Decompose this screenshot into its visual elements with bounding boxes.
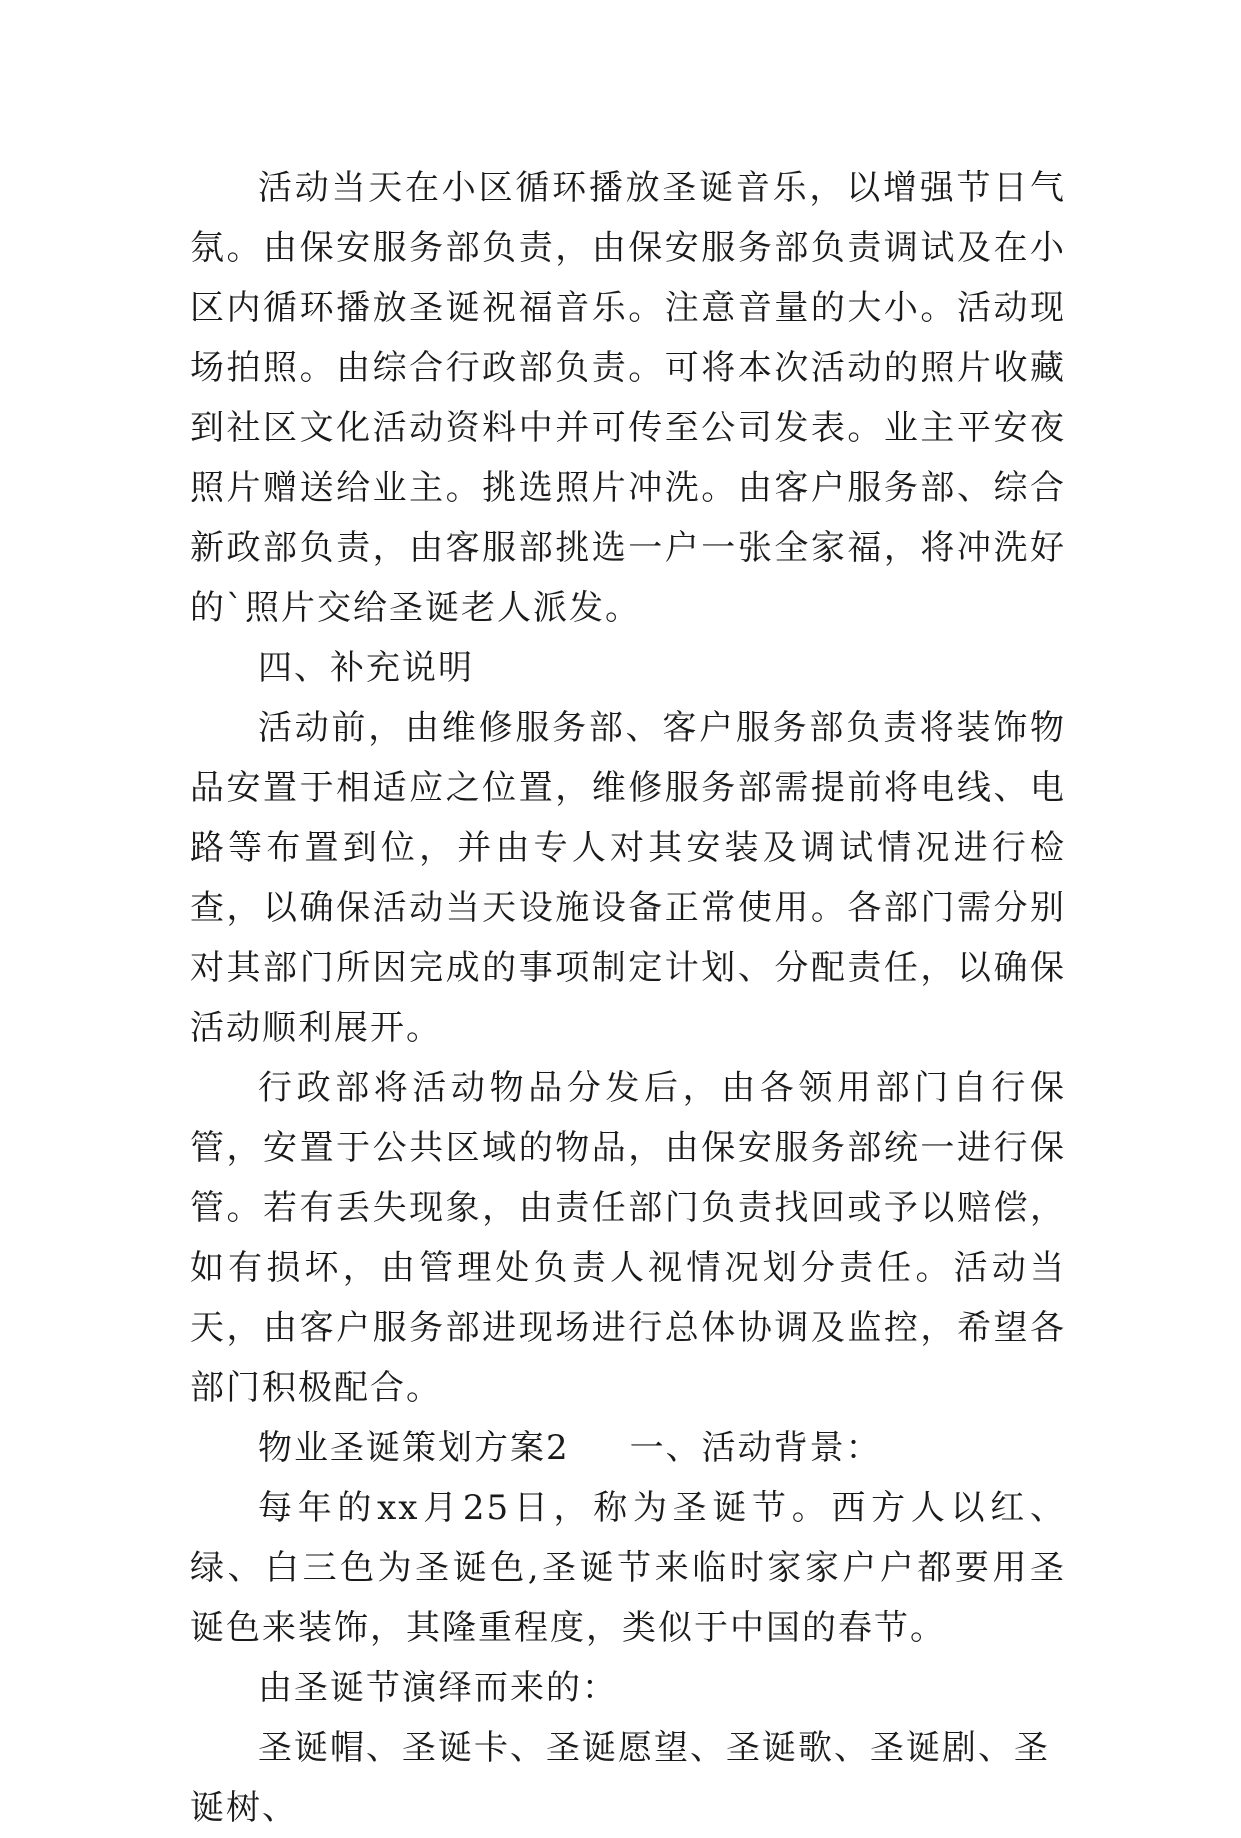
section2-title: 物业圣诞策划方案2 (258, 1428, 570, 1468)
section-heading-supplementary: 四、补充说明 (258, 648, 474, 688)
section2-subtitle: 一、活动背景： (629, 1428, 882, 1468)
paragraph-derived-intro: 由圣诞节演绎而来的： (258, 1668, 618, 1708)
paragraph-activity-music-photos: 活动当天在小区循环播放圣诞音乐，以增强节日气氛。由保安服务部负责，由保安服务部负责调试及在小区内循环播放圣诞祝福音乐。注意音量的大小。活动现场拍照。由综合行政部负责。可将本次活动的照片收藏到社区文化活动资料中并可传至公司发表。业主平安夜照片赠送给业主。挑选照片冲洗。由客户服务部、综合新政部负责，由客服部挑选一户一张全家福，将冲洗好的`照片交给圣诞老人派发。 (190, 168, 1066, 628)
paragraph-custody: 行政部将活动物品分发后，由各领用部门自行保管，安置于公共区域的物品，由保安服务部统一进行保管。若有丢失现象，由责任部门负责找回或予以赔偿，如有损坏，由管理处负责人视情况划分责任。活动当天，由客户服务部进现场进行总体协调及监控，希望各部门积极配合。 (190, 1068, 1066, 1408)
paragraph-preparation: 活动前，由维修服务部、客户服务部负责将装饰物品安置于相适应之位置，维修服务部需提前将电线、电路等布置到位，并由专人对其安装及调试情况进行检查，以确保活动当天设施设备正常使用。各部门需分别对其部门所因完成的事项制定计划、分配责任，以确保活动顺利展开。 (190, 708, 1066, 1048)
paragraph-christmas-date: 每年的xx月25日，称为圣诞节。西方人以红、绿、白三色为圣诞色,圣诞节来临时家家户户都要用圣诞色来装饰，其隆重程度，类似于中国的春节。 (190, 1488, 1066, 1648)
section2-heading (190, 1418, 1066, 1478)
document-body (190, 158, 1066, 1838)
paragraph-derived-list: 圣诞帽、圣诞卡、圣诞愿望、圣诞歌、圣诞剧、圣诞树、 (190, 1728, 1050, 1828)
